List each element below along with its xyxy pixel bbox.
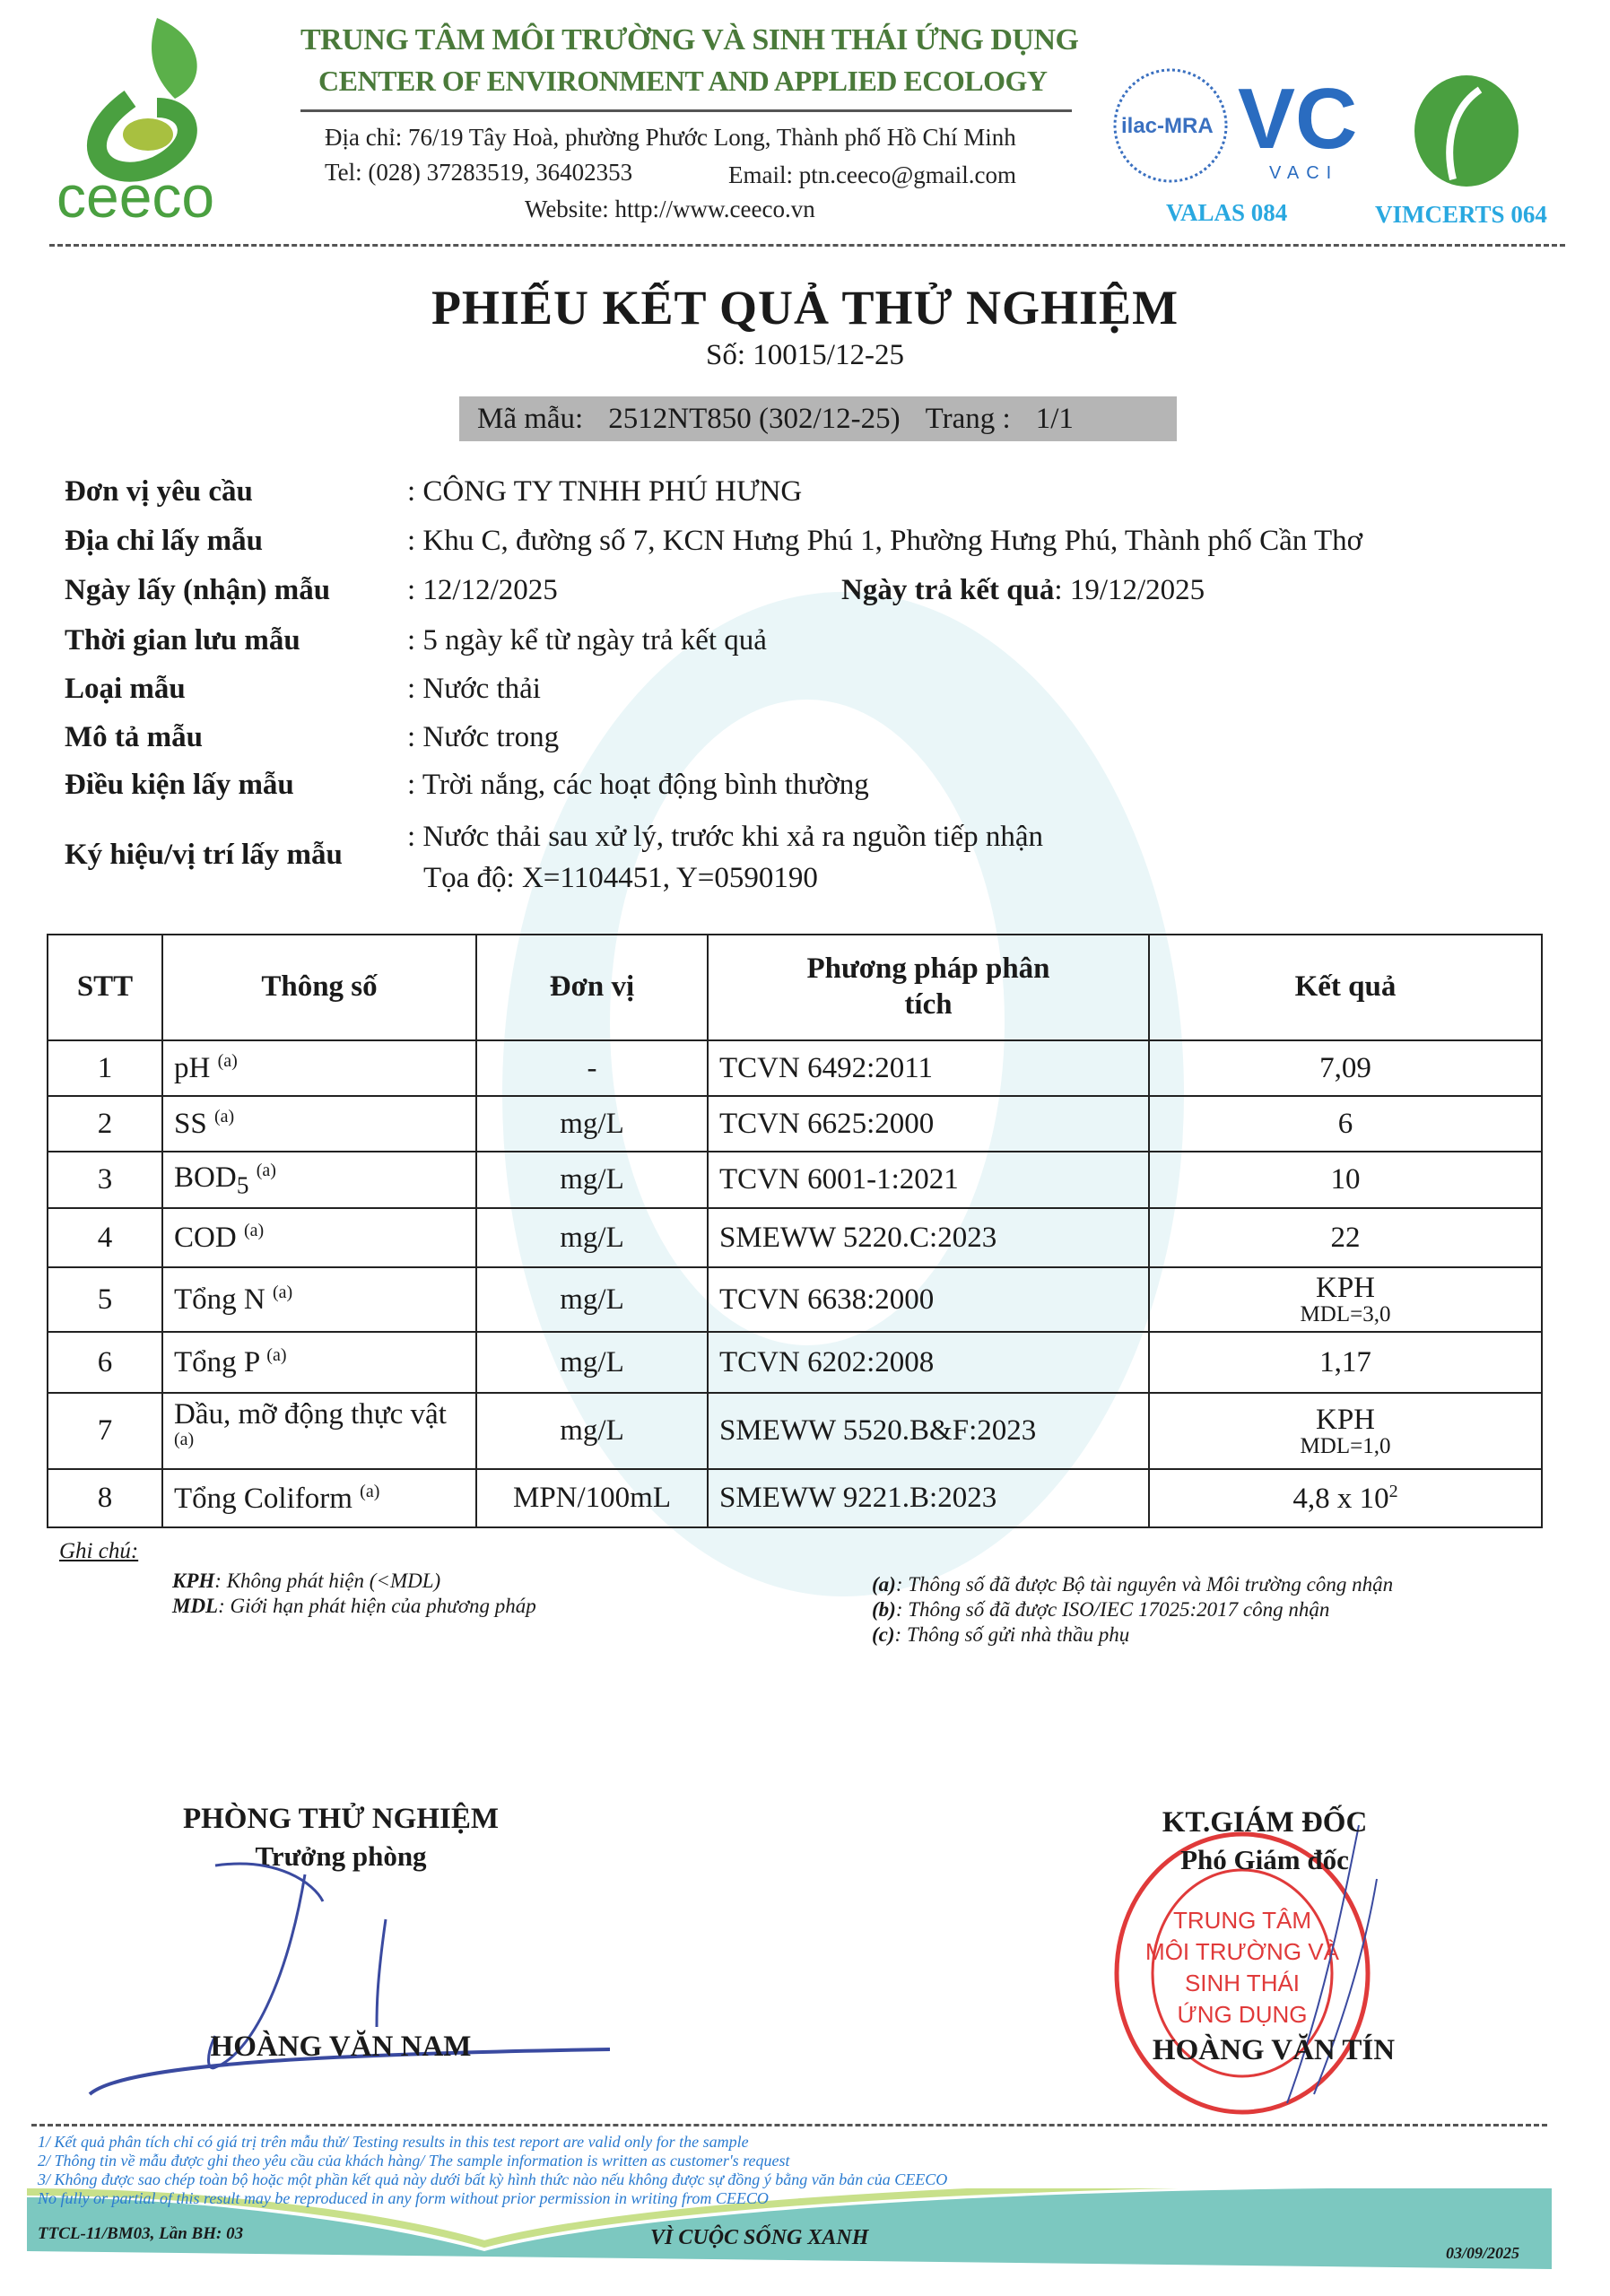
parameter-note: (a) [360, 1481, 380, 1501]
unit: mg/L [476, 1393, 708, 1469]
row-number: 3 [48, 1152, 162, 1208]
info-label: Ngày lấy (nhận) mẫu [65, 574, 331, 606]
coordinates: Tọa độ: X=1104451, Y=0590190 [423, 862, 818, 894]
method: TCVN 6001-1:2021 [708, 1152, 1149, 1208]
note-text: : Thông số đã được Bộ tài nguyên và Môi trường công nhận [895, 1573, 1394, 1596]
page-label: Trang : [925, 402, 1011, 435]
parameter [162, 1152, 476, 1208]
left-sign-title: PHÒNG THỬ NGHIỆM [182, 1803, 499, 1835]
right-sign-title: KT.GIÁM ĐỐC [1162, 1806, 1368, 1839]
table-row [48, 1096, 1542, 1152]
svg-text:SINH THÁI: SINH THÁI [1184, 1970, 1301, 1996]
result-value: KPH [1315, 1403, 1376, 1436]
parameter [162, 1267, 476, 1332]
page-number: 1/1 [1035, 402, 1074, 435]
info-value: : Nước thải sau xử lý, trước khi xả ra nguồn tiếp nhận [407, 821, 1043, 853]
org-name-en: CENTER OF ENVIRONMENT AND APPLIED ECOLOGY [318, 65, 1048, 97]
note-kph [172, 1570, 440, 1593]
result-value: 10 [1330, 1163, 1361, 1196]
method: SMEWW 5520.B&F:2023 [708, 1393, 1149, 1469]
unit: mg/L [476, 1096, 708, 1152]
result [1149, 1267, 1542, 1332]
parameter-name: COD [174, 1222, 237, 1255]
parameter-name: pH [174, 1052, 211, 1085]
slogan: VÌ CUỘC SỐNG XANH [650, 2226, 869, 2249]
method: TCVN 6625:2000 [708, 1096, 1149, 1152]
parameter-name: BOD [174, 1161, 237, 1194]
svg-text:MÔI TRƯỜNG VÀ: MÔI TRƯỜNG VÀ [1145, 1938, 1339, 1965]
result-mdl: MDL=1,0 [1300, 1433, 1391, 1458]
parameter-subscript: 5 [236, 1170, 249, 1199]
note-text: : Giới hạn phát hiện của phương pháp [218, 1595, 536, 1617]
note-text: : Không phát hiện (<MDL) [214, 1570, 441, 1592]
email: Email: ptn.ceeco@gmail.com [728, 161, 1017, 188]
vimcerts-logo [1408, 72, 1534, 197]
parameter [162, 1469, 476, 1527]
parameter-note: (a) [217, 1051, 238, 1072]
footer-line: 2/ Thông tin về mẫu được ghi theo yêu cầu của khách hàng/ The sample information is written as customer's request [38, 2152, 790, 2170]
header-dashed-divider [49, 244, 1565, 247]
parameter-note: (a) [174, 1430, 195, 1449]
phone: Tel: (028) 37283519, 36402353 [325, 159, 633, 186]
row-number: 1 [48, 1040, 162, 1096]
result [1149, 1096, 1542, 1152]
result [1149, 1208, 1542, 1267]
form-date: 03/09/2025 [1446, 2244, 1520, 2262]
note-text: : Thông số gửi nhà thầu phụ [894, 1623, 1130, 1646]
note-key: MDL [172, 1595, 219, 1617]
result-value: 4,8 x 10 [1292, 1483, 1389, 1515]
parameter-note: (a) [256, 1160, 276, 1180]
result [1149, 1152, 1542, 1208]
svg-text:TRUNG TÂM: TRUNG TÂM [1172, 1907, 1312, 1934]
info-value: : Nước thải [407, 673, 541, 705]
unit: MPN/100mL [476, 1469, 708, 1527]
parameter [162, 1040, 476, 1096]
parameter-name: Tổng Coliform [174, 1482, 352, 1515]
column-header: Thông số [162, 935, 476, 1040]
svg-text:ỨNG DỤNG: ỨNG DỤNG [1177, 2001, 1308, 2028]
column-header: Đơn vị [476, 935, 708, 1040]
row-number: 6 [48, 1332, 162, 1393]
unit: mg/L [476, 1332, 708, 1393]
return-date: : 19/12/2025 [1054, 574, 1205, 606]
parameter-note: (a) [266, 1345, 287, 1366]
parameter [162, 1208, 476, 1267]
info-value: : Khu C, đường số 7, KCN Hưng Phú 1, Phường Hưng Phú, Thành phố Cần Thơ [407, 525, 1363, 557]
results-table [47, 934, 1543, 1528]
note-c [872, 1623, 1129, 1647]
footer-disclaimers [38, 2133, 947, 2208]
table-row [48, 1332, 1542, 1393]
info-label: Điều kiện lấy mẫu [65, 769, 294, 801]
left-signer-name: HOÀNG VĂN NAM [210, 2031, 472, 2063]
info-label: Ký hiệu/vị trí lấy mẫu [65, 839, 343, 871]
unit: mg/L [476, 1152, 708, 1208]
row-number: 2 [48, 1096, 162, 1152]
result-value: 7,09 [1319, 1051, 1371, 1084]
parameter-name: Tổng N [174, 1283, 265, 1317]
website: Website: http://www.ceeco.vn [525, 196, 815, 222]
vaci-logo [1238, 67, 1363, 184]
row-number: 5 [48, 1267, 162, 1332]
info-value: : Trời nắng, các hoạt động bình thường [407, 769, 869, 801]
unit: mg/L [476, 1267, 708, 1332]
sample-code-label: Mã mẫu: [477, 402, 584, 435]
info-label: Mô tả mẫu [65, 721, 203, 753]
note-a [872, 1573, 1393, 1596]
unit: - [476, 1040, 708, 1096]
info-label: Địa chỉ lấy mẫu [65, 525, 263, 557]
result [1149, 1040, 1542, 1096]
result-exponent: 2 [1388, 1482, 1398, 1501]
column-header: Kết quả [1149, 935, 1542, 1040]
vimcerts-cert: VIMCERTS 064 [1375, 201, 1547, 228]
table-row [48, 1267, 1542, 1332]
info-value: : 12/12/2025 [407, 574, 558, 606]
parameter-note: (a) [273, 1283, 293, 1303]
ceeco-logo [49, 9, 283, 224]
row-number: 7 [48, 1393, 162, 1469]
result [1149, 1332, 1542, 1393]
info-label: Đơn vị yêu cầu [65, 475, 253, 508]
unit: mg/L [476, 1208, 708, 1267]
svg-text:ilac-MRA: ilac-MRA [1121, 114, 1214, 138]
note-b [872, 1598, 1329, 1622]
sample-code-bar [459, 396, 1177, 441]
result-value: KPH [1315, 1272, 1376, 1304]
row-number: 8 [48, 1469, 162, 1527]
info-value: : CÔNG TY TNHH PHÚ HƯNG [407, 475, 803, 508]
method: TCVN 6202:2008 [708, 1332, 1149, 1393]
method: TCVN 6492:2011 [708, 1040, 1149, 1096]
svg-text:ceeco: ceeco [57, 163, 215, 224]
info-label: Loại mẫu [65, 673, 186, 705]
result [1149, 1393, 1542, 1469]
method: SMEWW 9221.B:2023 [708, 1469, 1149, 1527]
method: SMEWW 5220.C:2023 [708, 1208, 1149, 1267]
result [1149, 1469, 1542, 1527]
result-mdl: MDL=3,0 [1300, 1302, 1391, 1326]
parameter-note: (a) [213, 1107, 235, 1127]
footer-line: 1/ Kết quả phân tích chỉ có giá trị trên mẫu thử/ Testing results in this test report are valid only for the sample [38, 2133, 749, 2151]
sample-code: 2512NT850 (302/12-25) [608, 402, 901, 435]
note-key: (c) [872, 1623, 895, 1646]
parameter-note: (a) [243, 1221, 265, 1241]
table-row [48, 1393, 1542, 1469]
ilac-mra-logo [1112, 63, 1238, 188]
footer-dashed-divider [31, 2124, 1547, 2126]
result-value: 22 [1330, 1221, 1361, 1254]
form-code: TTCL-11/BM03, Lần BH: 03 [38, 2224, 244, 2243]
note-key: KPH [172, 1570, 215, 1592]
info-value: : Nước trong [407, 721, 560, 753]
parameter-name: SS [174, 1108, 207, 1141]
document-number: Số: 10015/12-25 [706, 339, 904, 371]
org-name-vi: TRUNG TÂM MÔI TRƯỜNG VÀ SINH THÁI ỨNG DỤNG [300, 23, 1079, 57]
parameter [162, 1393, 476, 1469]
table-row [48, 1469, 1542, 1527]
right-signer-name: HOÀNG VĂN TÍN [1152, 2034, 1396, 2066]
parameter [162, 1332, 476, 1393]
return-date-label: Ngày trả kết quả [841, 574, 1055, 606]
note-text: : Thông số đã được ISO/IEC 17025:2017 công nhận [895, 1598, 1330, 1621]
table-row [48, 1040, 1542, 1096]
result-value: 6 [1337, 1107, 1353, 1140]
info-value: : 5 ngày kể từ ngày trả kết quả [407, 624, 767, 657]
method: TCVN 6638:2000 [708, 1267, 1149, 1332]
info-label: Thời gian lưu mẫu [65, 624, 300, 657]
parameter-name: Dầu, mỡ động thực vật [174, 1398, 447, 1431]
footer-line: 3/ Không được sao chép toàn bộ hoặc một phần kết quả này dưới bất kỳ hình thức nào nếu không được sự đồng ý bằng văn bản của CEECO [38, 2170, 948, 2188]
note-mdl [172, 1595, 536, 1618]
notes-title: Ghi chú: [59, 1539, 139, 1563]
parameter-name: Tổng P [174, 1346, 260, 1379]
table-row [48, 1208, 1542, 1267]
svg-text:VACI: VACI [1269, 163, 1339, 183]
left-sign-role: Trưởng phòng [255, 1840, 427, 1872]
svg-text:VC: VC [1238, 71, 1358, 167]
right-sign-role: Phó Giám đốc [1180, 1844, 1349, 1875]
note-key: (a) [872, 1573, 896, 1596]
row-number: 4 [48, 1208, 162, 1267]
column-header: Phương pháp phân tích [708, 935, 1149, 1040]
parameter [162, 1096, 476, 1152]
column-header: STT [48, 935, 162, 1040]
table-row [48, 1152, 1542, 1208]
footer-line: No fully or partial of this result may be reproduced in any form without prior permission in writing from CEECO [38, 2189, 769, 2207]
valas-cert: VALAS 084 [1166, 199, 1288, 226]
result-value: 1,17 [1319, 1345, 1371, 1378]
address: Địa chỉ: 76/19 Tây Hoà, phường Phước Long, Thành phố Hồ Chí Minh [325, 124, 1016, 151]
note-key: (b) [872, 1598, 896, 1621]
header-divider [300, 109, 1072, 112]
document-title: PHIẾU KẾT QUẢ THỬ NGHIỆM [431, 281, 1179, 335]
